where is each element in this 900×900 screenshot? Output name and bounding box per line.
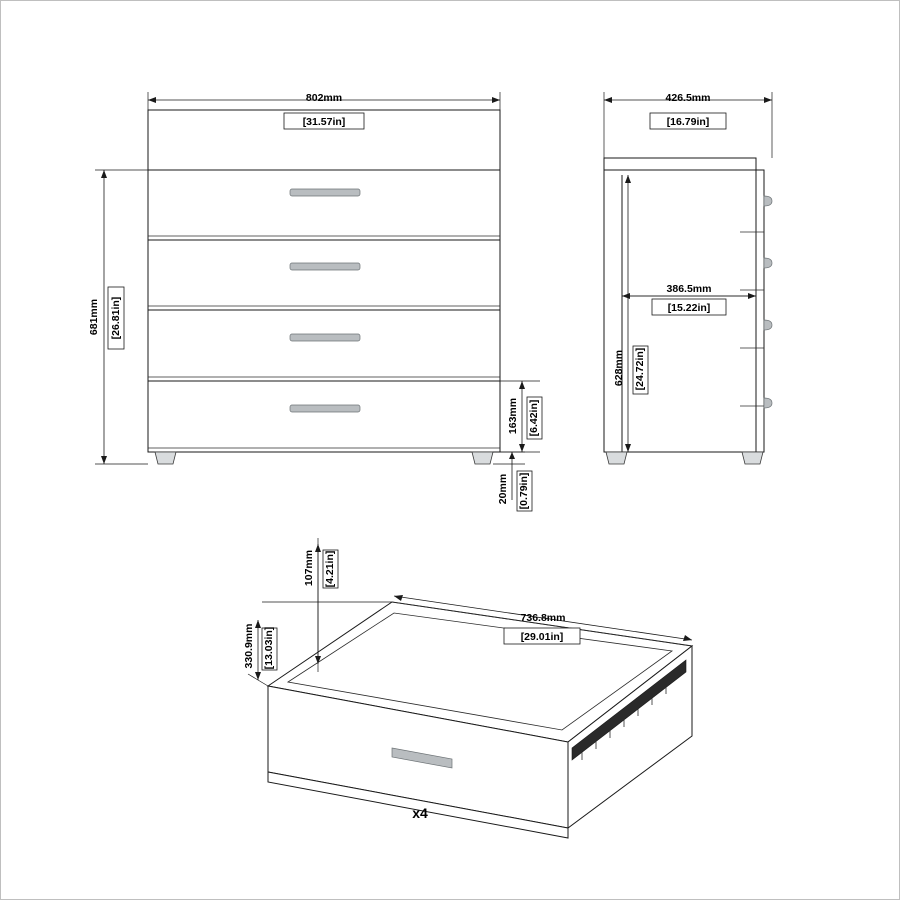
- drawer-handle-1: [290, 189, 360, 196]
- arrow-width-right: [492, 97, 500, 103]
- foot-front-right: [472, 452, 493, 464]
- arrow-drawerh-top: [519, 381, 525, 389]
- front-width-inch-label: [31.57in]: [302, 116, 346, 128]
- arrow-drawer-depth-top: [255, 620, 261, 628]
- front-elevation-view: [88, 92, 542, 511]
- arrow-height-top: [101, 170, 107, 178]
- front-height-mm-label: 681mm: [88, 298, 100, 336]
- arrow-footh: [509, 452, 515, 459]
- side-inner-height-mm-label: 628mm: [613, 349, 625, 387]
- drawer-depth-mm-label: 330.9mm: [243, 623, 255, 669]
- side-inner-depth-inch-label: [15.22in]: [667, 302, 711, 314]
- side-handle-4: [764, 398, 772, 408]
- arrow-width-left: [148, 97, 156, 103]
- foot-height-mm-label: 20mm: [497, 473, 509, 505]
- drawer-isometric-view: [243, 538, 692, 838]
- drawer-front-height-mm-label: 163mm: [507, 397, 519, 435]
- front-height-inch-label: [26.81in]: [110, 296, 122, 340]
- side-inner-depth-mm-label: 386.5mm: [666, 283, 712, 295]
- foot-side-right: [742, 452, 763, 464]
- arrow-drawer-width-left: [394, 595, 403, 601]
- side-depth-inch-label: [16.79in]: [666, 116, 710, 128]
- side-depth-mm-label: 426.5mm: [665, 92, 711, 104]
- drawer-handle-3: [290, 334, 360, 341]
- side-handle-2: [764, 258, 772, 268]
- arrow-drawerh-bottom: [519, 444, 525, 452]
- drawer-quantity-label: x4: [412, 805, 428, 821]
- cabinet-body-front: [148, 110, 500, 452]
- drawer-width-inch-label: [29.01in]: [520, 631, 564, 643]
- side-drawer-front-band: [756, 170, 764, 452]
- arrow-drawer-height-top: [315, 544, 321, 552]
- drawer-handle-2: [290, 263, 360, 270]
- drawer-depth-inch-label: [13.03in]: [263, 626, 275, 670]
- foot-front-left: [155, 452, 176, 464]
- foot-height-inch-label: [0.79in]: [518, 472, 530, 510]
- foot-side-left: [606, 452, 627, 464]
- side-handle-3: [764, 320, 772, 330]
- drawer-front-height-inch-label: [6.42in]: [528, 399, 540, 437]
- side-elevation-view: [604, 92, 772, 464]
- arrow-height-bottom: [101, 456, 107, 464]
- side-inner-height-inch-label: [24.72in]: [634, 347, 646, 391]
- side-handle-1: [764, 196, 772, 206]
- drawer-height-inch-label: [4.21in]: [324, 550, 336, 588]
- drawer-width-mm-label: 736.8mm: [520, 612, 566, 624]
- drawer-height-mm-label: 107mm: [303, 549, 315, 587]
- arrow-drawer-width-right: [683, 635, 692, 641]
- front-width-mm-label: 802mm: [305, 92, 343, 104]
- arrow-depth-left: [604, 97, 612, 103]
- drawer-handle-4: [290, 405, 360, 412]
- arrow-depth-right: [764, 97, 772, 103]
